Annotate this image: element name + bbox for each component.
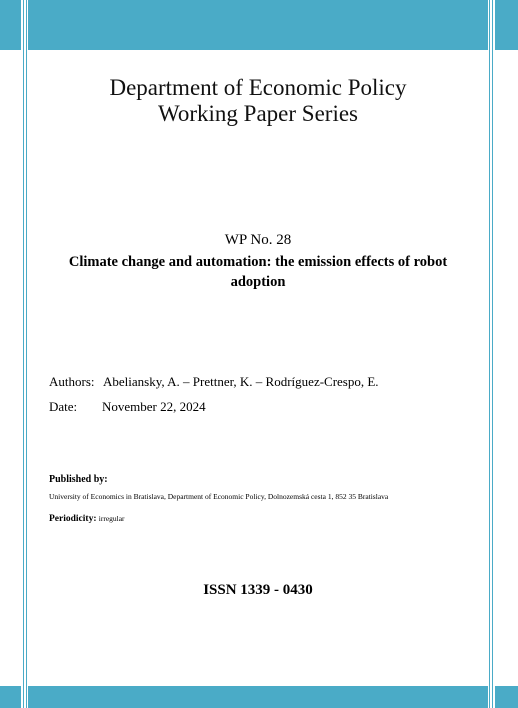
frame-line-right-inner	[489, 0, 490, 708]
date-label: Date:	[49, 399, 78, 414]
frame-line-left-inner	[26, 0, 27, 708]
date-row	[49, 399, 206, 415]
frame-line-right-outer	[492, 0, 493, 708]
paper-title-line-2: adoption	[230, 274, 286, 290]
department-heading	[28, 75, 488, 127]
paper-number: WP No. 28	[224, 232, 292, 248]
periodicity-row	[49, 513, 125, 524]
paper-title	[48, 252, 468, 292]
authors-label: Authors:	[49, 374, 95, 389]
published-by-label: Published by:	[49, 474, 108, 485]
frame-bar-bottom-right	[495, 686, 518, 708]
date-value: November 22, 2024	[102, 399, 206, 414]
publisher-address: University of Economics in Bratislava, Department of Economic Policy, Dolnozemská cesta 1, 852 35 Bratislava	[49, 492, 389, 501]
series-name: Working Paper Series	[158, 101, 358, 126]
frame-bar-top-left	[0, 0, 21, 50]
frame-bar-bottom-left	[0, 686, 21, 708]
frame-bar-top-right	[495, 0, 518, 50]
authors-row	[49, 374, 379, 390]
periodicity-label: Periodicity:	[49, 514, 97, 524]
frame-line-left-outer	[23, 0, 24, 708]
department-name: Department of Economic Policy	[109, 75, 407, 100]
paper-title-line-1: Climate change and automation: the emission effects of robot	[68, 254, 448, 270]
periodicity-value: irregular	[98, 514, 125, 523]
frame-bar-bottom	[28, 686, 488, 708]
frame-bar-top	[28, 0, 488, 50]
authors-value: Abeliansky, A. – Prettner, K. – Rodríguez-Crespo, E.	[103, 374, 379, 389]
issn: ISSN 1339 - 0430	[203, 582, 313, 598]
